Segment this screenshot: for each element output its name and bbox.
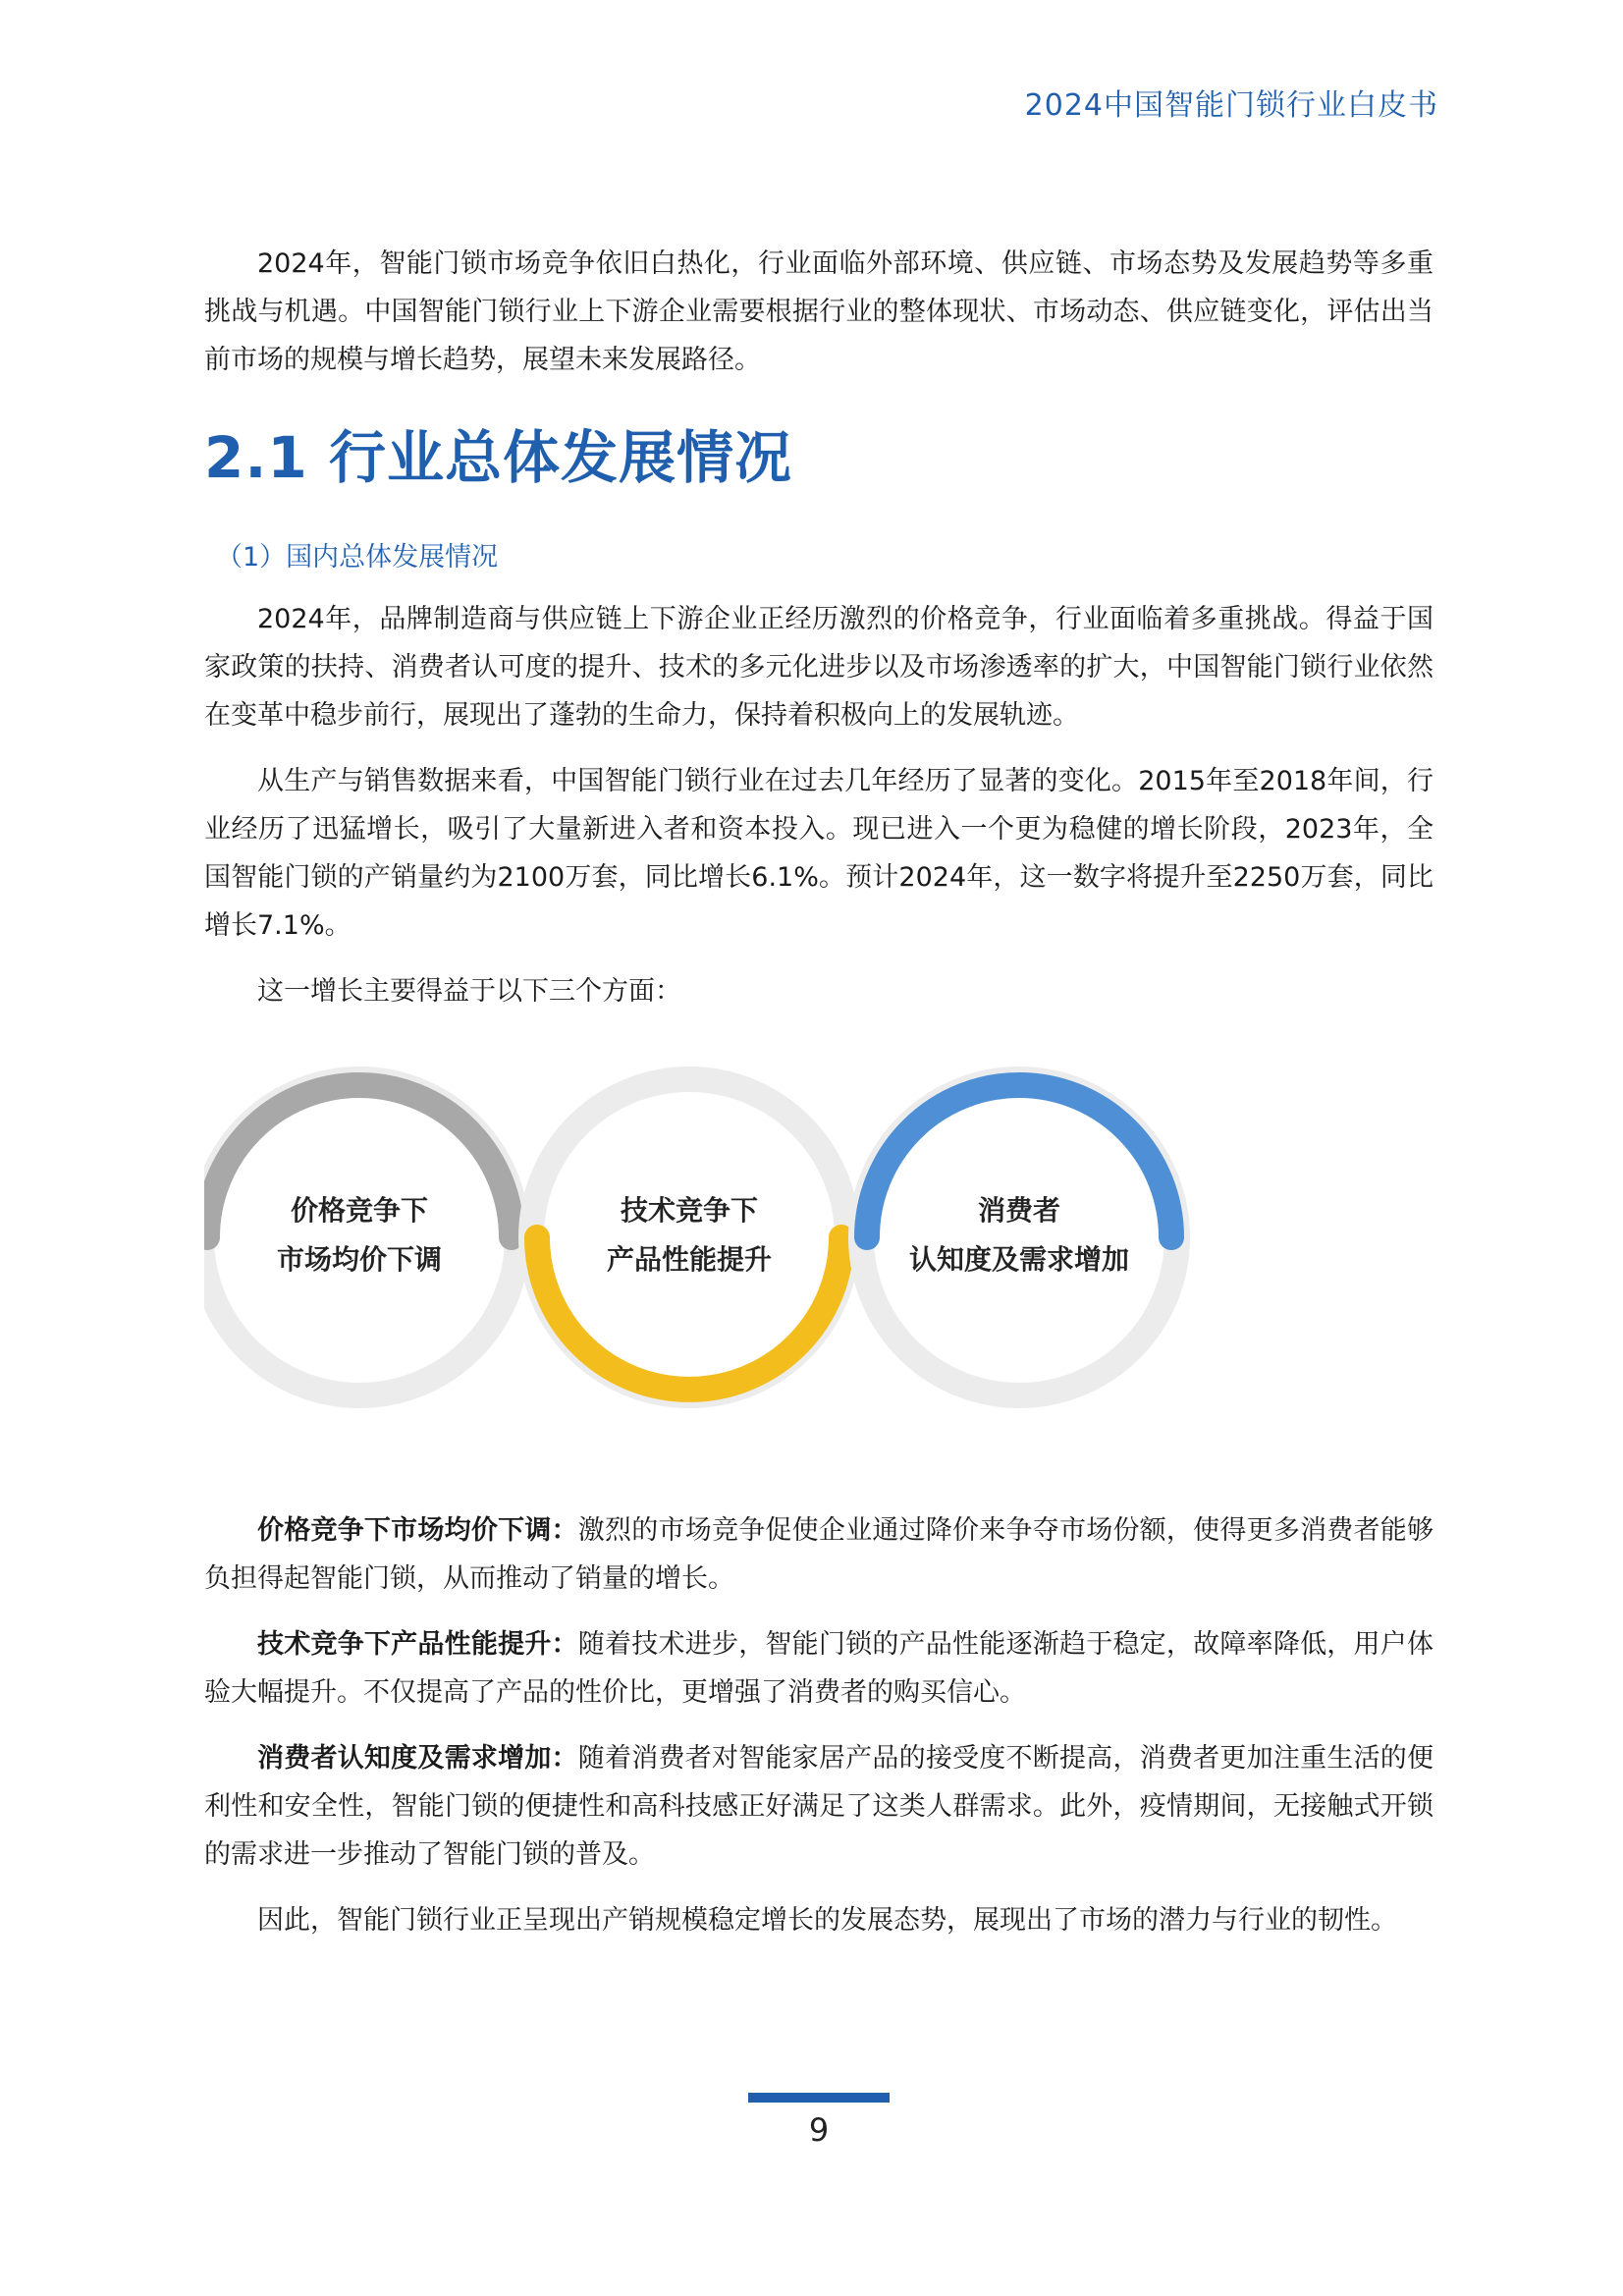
circle-label-line: 认知度及需求增加 — [908, 1243, 1129, 1276]
factor-paragraph — [204, 1506, 1434, 1603]
growth-factors-diagram — [204, 1055, 1434, 1438]
circle-label-line: 技术竞争下 — [620, 1194, 758, 1227]
document-header-title: 2024中国智能门锁行业白皮书 — [1024, 88, 1438, 123]
factor-text: 随着技术进步，智能门锁的产品性能逐渐趋于稳定，故障率降低，用户体验大幅提升。不仅提高了产品的性价比，更增强了消费者的购买信心。 — [204, 1629, 1434, 1708]
section-title: 2.1 行业总体发展情况 — [204, 424, 792, 491]
page-content — [204, 240, 1434, 1962]
intro-paragraph: 2024年，智能门锁市场竞争依旧白热化，行业面临外部环境、供应链、市场态势及发展趋势等多重挑战与机遇。中国智能门锁行业上下游企业需要根据行业的整体现状、市场动态、供应链变化，评估出当前市场的规模与增长趋势，展望未来发展路径。 — [204, 248, 1434, 375]
body-paragraph: 这一增长主要得益于以下三个方面： — [257, 976, 681, 1007]
circle-label-line: 消费者 — [977, 1194, 1060, 1227]
factor-paragraph — [204, 1734, 1434, 1879]
factor-lead: 技术竞争下产品性能提升： — [257, 1629, 578, 1660]
factor-text: 随着消费者对智能家居产品的接受度不断提高，消费者更加注重生活的便利性和安全性，智能门锁的便捷性和高科技感正好满足了这类人群需求。此外，疫情期间，无接触式开锁的需求进一步推动了智能门锁的普及。 — [204, 1743, 1434, 1870]
factor-text: 激烈的市场竞争促使企业通过降价来争夺市场份额，使得更多消费者能够负担得起智能门锁，从而推动了销量的增长。 — [204, 1515, 1434, 1594]
circle-label-consumer — [892, 1186, 1147, 1285]
circle-label-line: 产品性能提升 — [606, 1243, 772, 1276]
factor-lead: 价格竞争下市场均价下调： — [257, 1515, 578, 1546]
circle-label-price — [232, 1186, 487, 1285]
subsection-title: （1）国内总体发展情况 — [216, 542, 499, 573]
circle-label-line: 价格竞争下 — [290, 1194, 428, 1227]
body-paragraph: 2024年，品牌制造商与供应链上下游企业正经历激烈的价格竞争，行业面临着多重挑战。得益于国家政策的扶持、消费者认可度的提升、技术的多元化进步以及市场渗透率的扩大，中国智能门锁行业依然在变革中稳步前行，展现出了蓬勃的生命力，保持着积极向上的发展轨迹。 — [204, 604, 1434, 731]
page-number: 9 — [808, 2111, 830, 2149]
factor-paragraph — [204, 1620, 1434, 1717]
body-paragraph: 从生产与销售数据来看，中国智能门锁行业在过去几年经历了显著的变化。2015年至2018年间，行业经历了迅猛增长，吸引了大量新进入者和资本投入。现已进入一个更为稳健的增长阶段，2023年，全国智能门锁的产销量约为2100万套，同比增长6.1%。预计2024年，这一数字将提升至2250万套，同比增长7.1%。 — [204, 766, 1434, 941]
factor-lead: 消费者认知度及需求增加： — [257, 1743, 578, 1774]
conclusion-paragraph: 因此，智能门锁行业正呈现出产销规模稳定增长的发展态势，展现出了市场的潜力与行业的韧性。 — [257, 1905, 1397, 1936]
footer-accent-bar — [748, 2093, 890, 2103]
circle-label-line: 市场均价下调 — [276, 1243, 442, 1276]
circle-label-tech — [562, 1186, 817, 1285]
